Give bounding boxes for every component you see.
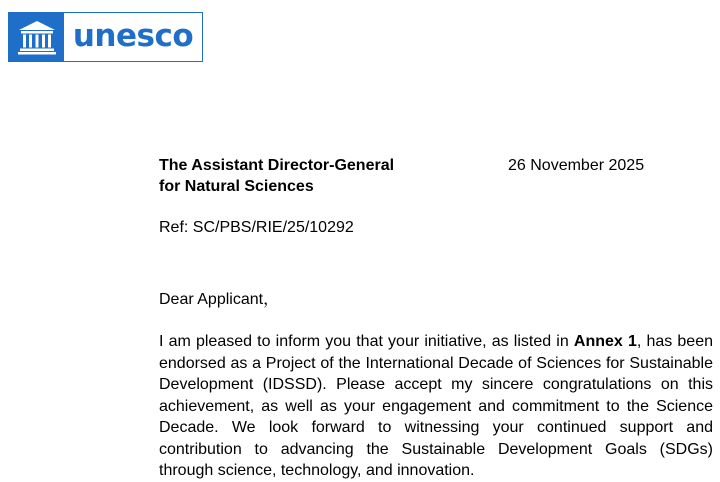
letter-body-paragraph: [159, 331, 713, 482]
body-text-part1: I am pleased to inform you that your initiative, as listed in: [159, 333, 574, 350]
annex-reference: Annex 1: [573, 333, 637, 350]
reference-number: Ref: SC/PBS/RIE/25/10292: [159, 219, 354, 236]
letter-date: 26 November 2025: [508, 157, 645, 174]
temple-emblem-icon: [9, 13, 64, 61]
sender-block: [159, 155, 394, 197]
salutation: Dear Applicant，: [159, 291, 280, 308]
unesco-logo: [8, 12, 203, 62]
sender-title: The Assistant Director-General: [159, 157, 395, 174]
unesco-wordmark: unesco: [72, 17, 194, 54]
sender-department: for Natural Sciences: [159, 178, 314, 195]
body-text-part2: , has been endorsed as a Project of the International Decade of Sciences for Sustainable Development (IDSSD). Please accept my sincere congratulations on this achievement, as well as your engagement and commitment to the Science Decade. We look forward to witnessing your continued support and contribution to advancing the Sustainable Development Goals (SDGs) through science, technology, and innovation.: [159, 333, 713, 479]
